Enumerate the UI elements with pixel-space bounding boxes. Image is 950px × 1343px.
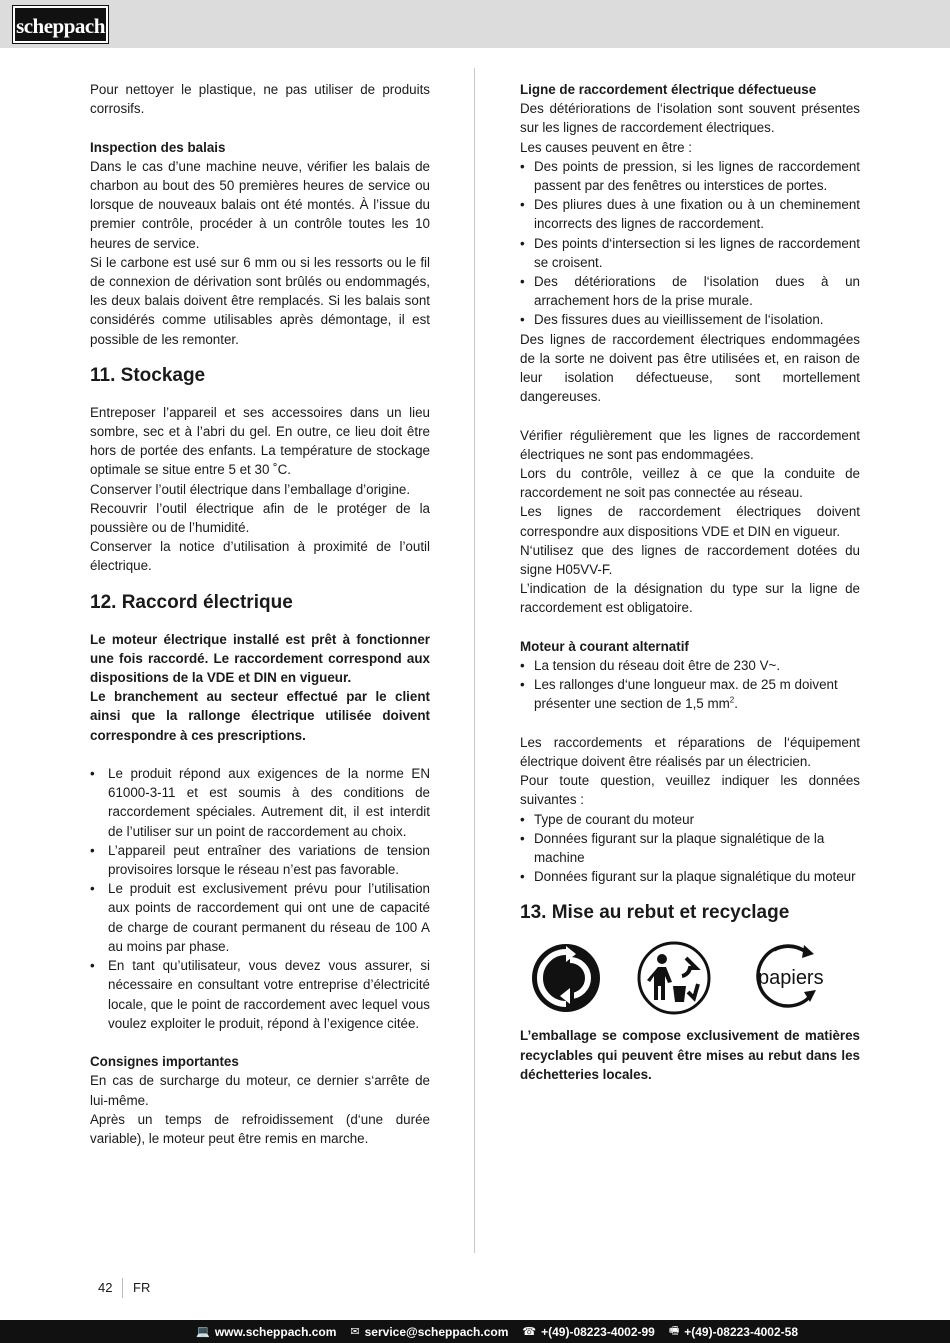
cable-check-text-2: Lors du contrôle, veillez à ce que la conduite de raccordement ne soit pas connectée au réseau. [520, 466, 860, 501]
storage-text-4: Conserver la notice d’utilisation à proximité de l’outil électrique. [90, 539, 430, 574]
footer-fax [669, 1322, 798, 1341]
footer-website-text: www.scheppach.com [214, 1324, 337, 1339]
list-item: • Des points d‘intersection si les lignes de raccordement se croisent. [520, 234, 860, 272]
recycling-symbols [530, 940, 860, 1016]
repair-text-1: Les raccordements et réparations de l‘équipement électrique doivent être réalisés par un électricien. [520, 734, 860, 770]
list-item: • Type de courant du moteur [520, 810, 860, 829]
list-item: • Des détériorations de l‘isolation dues à un arrachement hors de la prise murale. [520, 272, 860, 310]
plastic-cleaning-text: Pour nettoyer le plastique, ne pas utiliser de produits corrosifs. [90, 82, 430, 117]
left-column [90, 80, 430, 1148]
list-item: • Le produit répond aux exigences de la norme EN 61000-3-11 et est soumis à des conditions de raccordement spéciales. Autrement dit, il est interdit de l’utiliser sur un point de raccordement au choix. [90, 764, 430, 841]
important-notes-text-2: Après un temps de refroidissement (d‘une durée variable), le moteur peut être remis en marche. [90, 1111, 430, 1146]
page-language: FR [133, 1280, 151, 1295]
list-item: • Des fissures dues au vieillissement de l‘isolation. [520, 310, 860, 329]
list-item: • Des pliures dues à une fixation ou à un cheminement incorrects des lignes de raccordement. [520, 195, 860, 233]
list-item: • La tension du réseau doit être de 230 V~. [520, 656, 860, 675]
ac-cable-section-text: Les rallonges d‘une longueur max. de 25 m doivent présenter une section de 1,5 mm [534, 677, 838, 712]
section-title-recycling: 13. Mise au rebut et recyclage [520, 902, 790, 924]
list-item [520, 675, 860, 713]
list-item: • L’appareil peut entraîner des variations de tension provisoires lorsque le réseau n’est pas favorable. [90, 841, 430, 879]
right-column [520, 80, 860, 1084]
storage-text-1: Entreposer l’appareil et ses accessoires dans un lieu sombre, sec et à l’abri du gel. En outre, ce lieu doit être hors de portée des enfants. La température de stockage optimale se situe entre 5 et 30 ˚C. [90, 404, 430, 478]
storage-text-3: Recouvrir l’outil électrique afin de le protéger de la poussière ou de l’humidité. [90, 500, 430, 536]
repair-text-2: Pour toute question, veuillez indiquer les données suivantes : [520, 773, 860, 808]
fax-icon: 🖷 [668, 1325, 680, 1337]
footer-phone [522, 1325, 654, 1339]
list-item: • Le produit est exclusivement prévu pour l’utilisation aux points de raccordement qui ont une de capacité de charge de courant permanent du réseau de 100 A au moins par phase. [90, 879, 430, 956]
column-divider [474, 68, 475, 1253]
tidyman-recycle-icon [636, 940, 712, 1016]
important-notes-title: Consignes importantes [90, 1054, 239, 1070]
footer-phone-text: +(49)-08223-4002-99 [541, 1324, 655, 1339]
storage-text-2: Conserver l’outil électrique dans l’emballage d’origine. [90, 481, 411, 497]
computer-icon: 💻 [196, 1326, 210, 1338]
papiers-label: papiers [758, 967, 824, 990]
scheppach-logo: scheppach [13, 6, 108, 43]
list-item: • En tant qu’utilisateur, vous devez vous assurer, si nécessaire en consultant votre entreprise d’électricité locale, que le point de raccordement avec lequel vous voulez exploiter le produit, répond à l’exigence citée. [90, 956, 430, 1033]
cable-check-text-3: Les lignes de raccordement électriques doivent correspondre aux dispositions VDE et DIN en vigueur. [520, 504, 860, 539]
green-dot-icon [530, 942, 602, 1014]
section-title-storage: 11. Stockage [90, 364, 206, 386]
ac-cable-section-end: . [734, 696, 738, 712]
brush-inspection-title: Inspection des balais [90, 139, 226, 155]
list-item: • Données figurant sur la plaque signalétique du moteur [520, 867, 860, 886]
ac-motor-title: Moteur à courant alternatif [520, 638, 689, 654]
page-number-separator [122, 1278, 123, 1298]
squared-superscript: 2 [729, 696, 735, 705]
cable-check-text-5: L’indication de la désignation du type sur la ligne de raccordement est obligatoire. [520, 581, 860, 616]
electric-bold-text-1: Le moteur électrique installé est prêt à fonctionner une fois raccordé. Le raccordement correspond aux dispositions de la VDE et DIN en vigueur. [90, 631, 430, 686]
footer-fax-text: +(49)-08223-4002-58 [684, 1324, 798, 1339]
header-band [0, 0, 950, 48]
list-item: • Des points de pression, si les lignes de raccordement passent par des fenêtres ou interstices de portes. [520, 157, 860, 195]
list-item: • Données figurant sur la plaque signalétique de la machine [520, 829, 860, 867]
footer-email[interactable] [350, 1325, 508, 1339]
electric-bullet-list [90, 764, 430, 1033]
papiers-recycle-icon [746, 942, 838, 1014]
cable-check-text-1: Vérifier régulièrement que les lignes de raccordement électriques ne sont pas endommagées. [520, 427, 860, 462]
recycling-bold-text: L’emballage se compose exclusivement de matières recyclables qui peuvent être mises au rebut dans les déchetteries locales. [520, 1028, 860, 1082]
cable-check-text-4: N‘utilisez que des lignes de raccordement dotées du signe H05VV-F. [520, 542, 860, 578]
electric-bold-text-2: Le branchement au secteur effectué par le client ainsi que la rallonge électrique utilisée doivent correspondre à ces prescriptions. [90, 689, 430, 743]
repair-data-list [520, 810, 860, 887]
page-number: 42 [98, 1280, 113, 1295]
phone-icon: ☎ [522, 1326, 537, 1338]
brush-inspection-text-2: Si le carbone est usé sur 6 mm ou si les ressorts ou le fil de connexion de dérivation sont brûlés ou endommagés, les deux balais doivent être remplacés. Si les balais sont considérés comme utilisables après démontage, il est possible de les remonter. [90, 254, 430, 347]
defective-cable-text-1: Des détériorations de l‘isolation sont souvent présentes sur les lignes de raccordement électriques. [520, 101, 860, 136]
defective-cable-title: Ligne de raccordement électrique défectueuse [520, 82, 817, 97]
section-title-electric: 12. Raccord électrique [90, 591, 293, 613]
important-notes-text-1: En cas de surcharge du moteur, ce dernier s‘arrête de lui-même. [90, 1073, 430, 1108]
cable-causes-list [520, 157, 860, 330]
footer-website[interactable] [196, 1325, 336, 1339]
ac-motor-list [520, 656, 860, 714]
brush-inspection-text-1: Dans le cas d’une machine neuve, vérifier les balais de charbon au bout des 50 premières heures de service ou lorsque de nouveaux balais ont été montés. À l’issue du premier contrôle, procéder à un contrôle toutes les 10 heures de service. [90, 158, 430, 251]
footer-email-text: service@scheppach.com [364, 1324, 509, 1339]
defective-cable-text-2: Les causes peuvent en être : [520, 139, 692, 155]
mail-icon: ✉ [350, 1326, 360, 1338]
defective-cable-text-3: Des lignes de raccordement électriques endommagées de la sorte ne doivent pas être utilisées et, en raison de leur isolation défectueuse, sont mortellement dangereuses. [520, 331, 860, 405]
footer-band [0, 1320, 950, 1343]
